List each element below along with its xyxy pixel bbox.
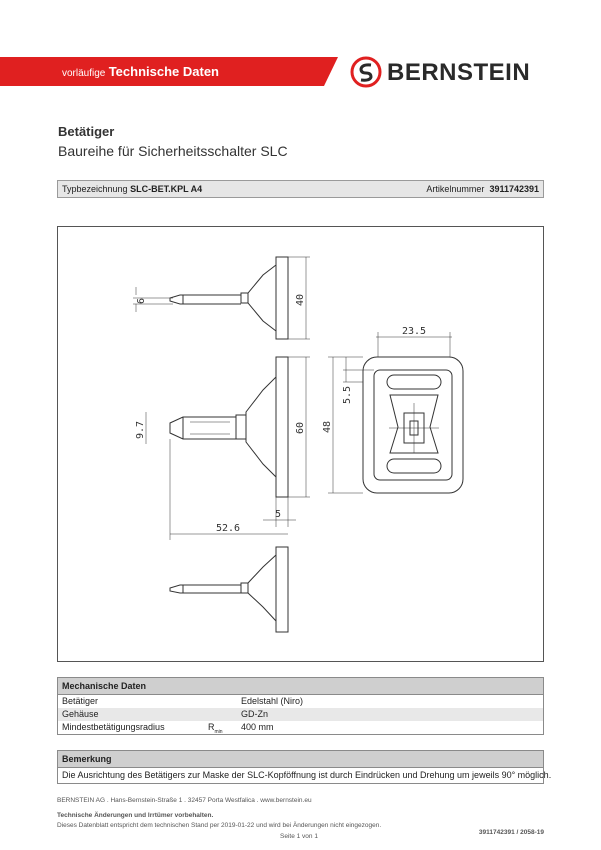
remark-text: Die Ausrichtung des Betätigers zur Maske der SLC-Kopföffnung ist durch Eindrücken und Drehung um jeweils 90° möglich. xyxy=(62,770,552,780)
table-row xyxy=(58,708,543,721)
actuator-top-view xyxy=(133,257,310,339)
type-label: Typbezeichnung xyxy=(62,184,128,194)
row-value: 400 mm xyxy=(241,722,274,732)
footer-page-number: Seite 1 von 1 xyxy=(280,833,318,840)
dim-23-5: 23.5 xyxy=(401,326,427,337)
table-row xyxy=(58,768,552,783)
table-row xyxy=(58,695,543,708)
remark-heading: Bemerkung xyxy=(58,751,543,768)
plate-front-view xyxy=(328,332,463,493)
banner-bold-text: Technische Daten xyxy=(108,64,219,79)
dim-5-5: 5.5 xyxy=(342,385,353,405)
row-label: Betätiger xyxy=(62,696,99,706)
dim-5: 5 xyxy=(275,509,282,520)
bernstein-logo xyxy=(350,56,550,88)
header-banner xyxy=(0,57,338,86)
type-value: SLC-BET.KPL A4 xyxy=(130,184,203,194)
technical-drawing xyxy=(57,226,544,662)
document-subtitle: Baureihe für Sicherheitsschalter SLC xyxy=(58,143,288,159)
banner-title xyxy=(62,64,219,79)
type-bar xyxy=(57,180,544,198)
footer-document-code: 3911742391 / 2058-19 xyxy=(478,829,544,836)
article-label: Artikelnummer xyxy=(426,184,485,194)
row-label: Gehäuse xyxy=(62,709,99,719)
footer-company: BERNSTEIN AG . Hans-Bernstein-Straße 1 . 32457 Porta Westfalica . www.bernstein.eu xyxy=(57,797,312,804)
dim-40: 40 xyxy=(295,293,306,307)
footer-note-status: Dieses Datenblatt entspricht dem technischen Stand per 2019-01-22 und wird bei Änderungen nicht eingezogen. xyxy=(57,822,382,829)
dim-60: 60 xyxy=(295,421,306,435)
banner-light-text: vorläufige xyxy=(62,68,106,79)
document-title: Betätiger xyxy=(58,124,115,139)
footer-note-changes: Technische Änderungen und Irrtümer vorbehalten. xyxy=(57,812,214,819)
logo-icon xyxy=(350,56,384,88)
row-value: GD-Zn xyxy=(241,709,268,719)
dim-9-7: 9.7 xyxy=(135,420,146,440)
dim-48: 48 xyxy=(322,420,333,434)
logo-text: BERNSTEIN xyxy=(387,59,531,86)
article-value: 3911742391 xyxy=(489,184,539,194)
dim-6: 6 xyxy=(136,297,147,305)
remark-table xyxy=(57,750,552,784)
row-label: Mindestbetätigungsradius xyxy=(62,722,165,732)
row-symbol: $R_{min}$ xyxy=(208,722,223,735)
row-value: Edelstahl (Niro) xyxy=(241,696,304,706)
drawing-svg xyxy=(58,227,545,663)
dim-52-6: 52.6 xyxy=(215,523,241,534)
mechanical-data-heading: Mechanische Daten xyxy=(58,678,543,695)
article-number xyxy=(426,184,539,194)
table-row xyxy=(58,721,543,734)
type-designation xyxy=(62,184,202,194)
actuator-bottom-view xyxy=(170,547,288,632)
actuator-side-view xyxy=(146,357,310,540)
mechanical-data-table xyxy=(57,677,544,735)
